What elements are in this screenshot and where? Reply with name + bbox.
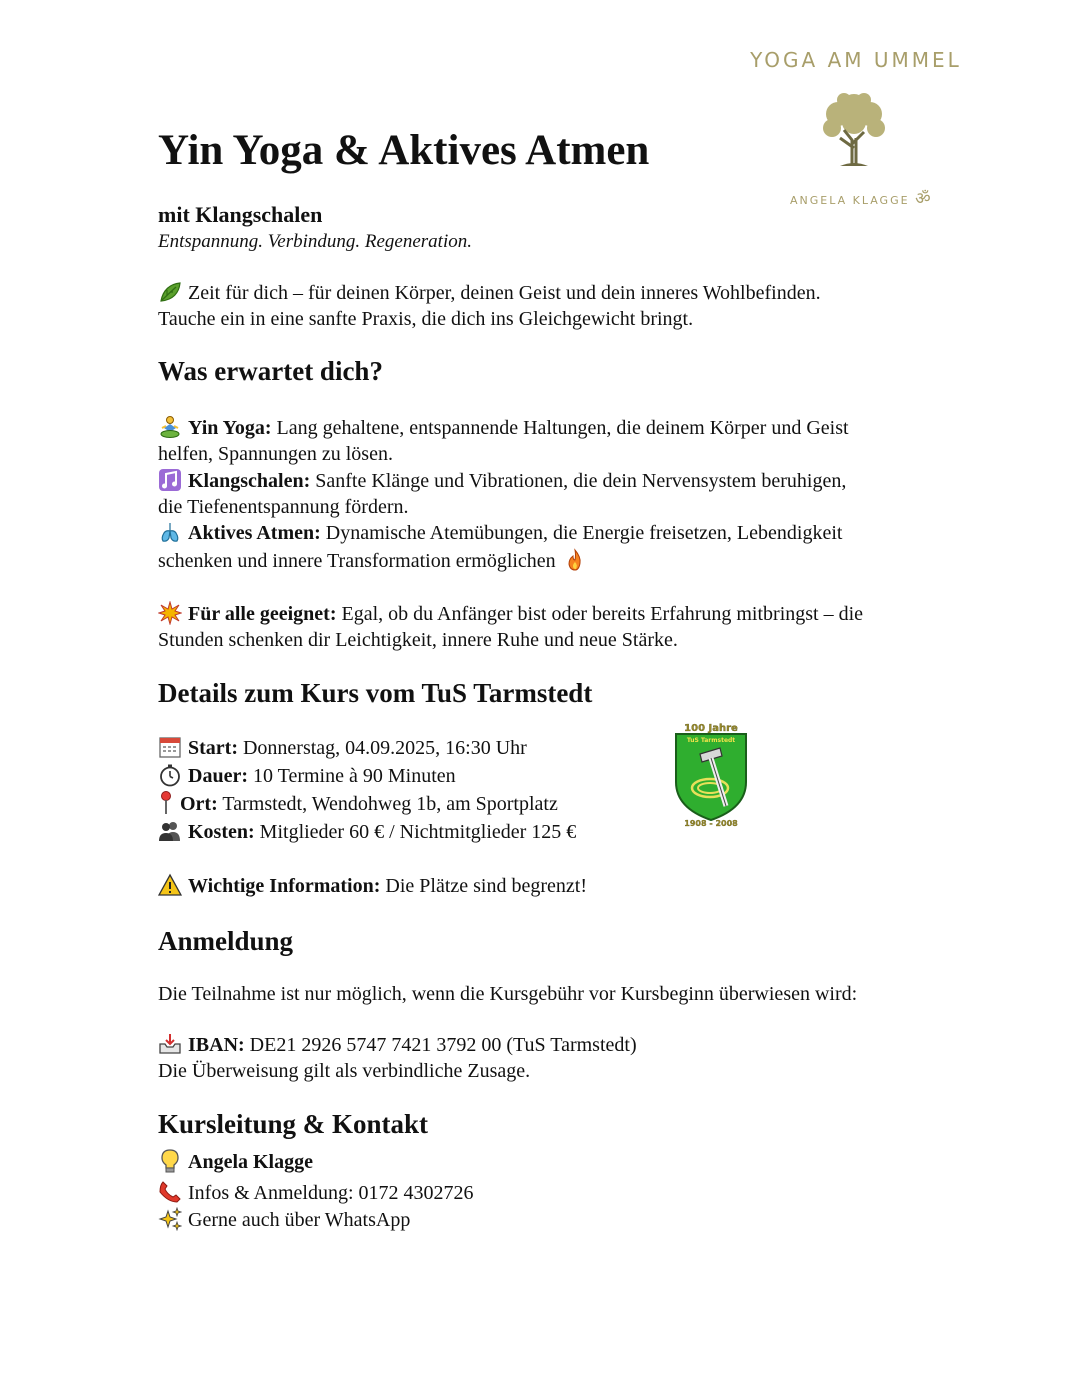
klang-text-1: Sanfte Klänge und Vibrationen, die dein Nervensystem beruhigen, (315, 470, 847, 492)
phone-text[interactable]: Infos & Anmeldung: 0172 4302726 (188, 1182, 474, 1204)
dauer-value: 10 Termine à 90 Minuten (252, 765, 456, 787)
iban-line (158, 1032, 637, 1058)
lightbulb-icon (158, 1149, 182, 1173)
section-heading-anmeldung: Anmeldung (158, 926, 294, 956)
lungs-icon (158, 520, 182, 544)
atmen-text-2: schenken und innere Transformation ermöglichen (158, 550, 556, 572)
whatsapp-line (158, 1207, 410, 1233)
ort-line (158, 791, 558, 817)
music-notes-icon (158, 468, 182, 492)
fuer-alle-line (158, 601, 863, 627)
kosten-line (158, 819, 576, 845)
logo-years-text: 1908 - 2008 (684, 819, 738, 828)
info-value: Die Plätze sind begrenzt! (385, 875, 587, 897)
klangschalen-line (158, 468, 846, 494)
intro-line-2: Tauche ein in eine sanfte Praxis, die dich ins Gleichgewicht bringt. (158, 308, 694, 330)
iban-value[interactable]: DE21 2926 5747 7421 3792 00 (TuS Tarmstedt) (249, 1034, 637, 1056)
klang-label: Klangschalen: (188, 470, 311, 492)
logo-club-text: TuS Tarmstedt (686, 737, 736, 744)
intro-text-1: Zeit für dich – für deinen Körper, deinen Geist und dein inneres Wohlbefinden. (188, 282, 821, 304)
aktives-atmen-line (158, 520, 842, 546)
iban-label: IBAN: (188, 1034, 245, 1056)
kontakt-name: Angela Klagge (188, 1151, 313, 1173)
brand-person-text: ANGELA KLAGGE (790, 194, 910, 207)
brand-name: YOGA AM UMMEL (750, 48, 962, 72)
ort-label: Ort: (180, 793, 218, 815)
section-heading-expect: Was erwartet dich? (158, 356, 383, 386)
page-title: Yin Yoga & Aktives Atmen (158, 127, 650, 174)
whatsapp-text: Gerne auch über WhatsApp (188, 1209, 411, 1231)
warning-icon (158, 873, 182, 897)
atmen-label: Aktives Atmen: (188, 522, 321, 544)
section-heading-kontakt: Kursleitung & Kontakt (158, 1109, 429, 1139)
yin-label: Yin Yoga: (188, 417, 272, 439)
tagline: Entspannung. Verbindung. Regeneration. (158, 231, 472, 252)
ort-value: Tarmstedt, Wendohweg 1b, am Sportplatz (222, 793, 558, 815)
yin-text-1: Lang gehaltene, entspannende Haltungen, die deinem Körper und Geist (276, 417, 849, 439)
kontakt-name-line (158, 1149, 313, 1175)
fire-icon (563, 548, 587, 572)
aktives-atmen-line-2 (158, 548, 593, 574)
start-line (158, 735, 527, 761)
kosten-label: Kosten: (188, 821, 255, 843)
klangschalen-line-2: die Tiefenentspannung fördern. (158, 496, 409, 518)
people-icon (158, 819, 182, 843)
tus-tarmstedt-logo (670, 720, 752, 828)
alle-label: Für alle geeignet: (188, 603, 337, 625)
stopwatch-icon (158, 763, 182, 787)
tree-logo (818, 88, 890, 170)
anmeldung-text: Die Teilnahme ist nur möglich, wenn die Kursgebühr vor Kursbeginn überwiesen wird: (158, 983, 858, 1005)
dauer-line (158, 763, 456, 789)
logo-top-text: 100 Jahre (684, 723, 738, 734)
inbox-tray-icon (158, 1032, 182, 1056)
calendar-icon (158, 735, 182, 759)
dauer-label: Dauer: (188, 765, 248, 787)
telephone-icon (158, 1180, 182, 1204)
yin-yoga-line (158, 415, 849, 441)
start-label: Start: (188, 737, 238, 759)
info-line (158, 873, 587, 899)
om-icon: ॐ (915, 189, 931, 209)
alle-text-1: Egal, ob du Anfänger bist oder bereits Erfahrung mitbringst – die (341, 603, 864, 625)
start-value: Donnerstag, 04.09.2025, 16:30 Uhr (242, 737, 527, 759)
sparkle-burst-icon (158, 601, 182, 625)
leaf-icon (158, 280, 182, 304)
sparkles-icon (158, 1207, 182, 1231)
meditation-icon (158, 415, 182, 439)
zusage-line: Die Überweisung gilt als verbindliche Zusage. (158, 1060, 531, 1082)
section-heading-details: Details zum Kurs vom TuS Tarmstedt (158, 678, 593, 708)
atmen-text-1: Dynamische Atemübungen, die Energie freisetzen, Lebendigkeit (325, 522, 843, 544)
kosten-value: Mitglieder 60 € / Nichtmitglieder 125 € (259, 821, 577, 843)
pushpin-icon (158, 791, 174, 815)
yin-yoga-line-2: helfen, Spannungen zu lösen. (158, 443, 393, 465)
subtitle: mit Klangschalen (158, 202, 323, 227)
brand-person (790, 186, 931, 209)
fuer-alle-line-2: Stunden schenken dir Leichtigkeit, innere Ruhe und neue Stärke. (158, 629, 678, 651)
intro-line-1 (158, 280, 821, 306)
phone-line (158, 1180, 474, 1206)
info-label: Wichtige Information: (188, 875, 381, 897)
